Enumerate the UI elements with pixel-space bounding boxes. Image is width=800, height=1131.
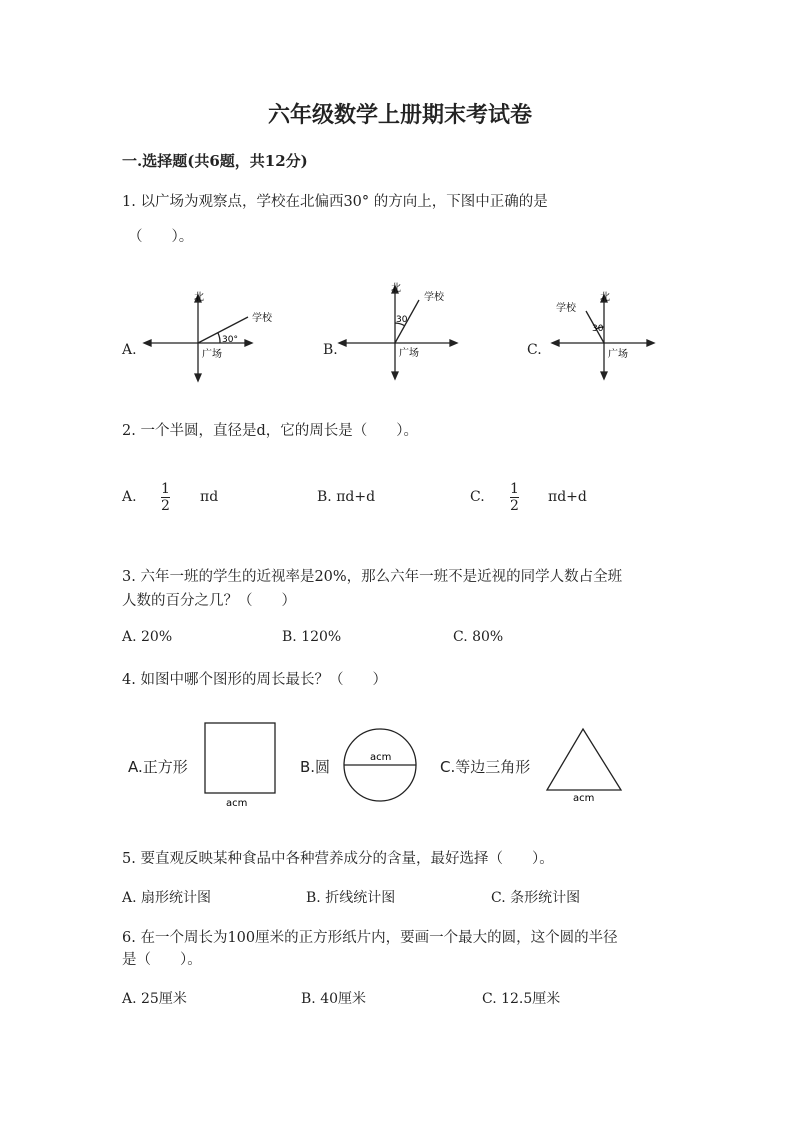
q4-option-c-label[interactable]: C.等边三角形 — [440, 758, 531, 776]
q1c-angle-label: 30 — [592, 324, 604, 334]
q2-option-c-text: πd+d — [548, 489, 587, 505]
q1-diagram-b — [335, 278, 485, 388]
q4-square-label: acm — [226, 798, 248, 809]
question-4-text: 4. 如图中哪个图形的周长最长？（ ） — [122, 672, 387, 688]
q1b-angle-label: 30 — [396, 315, 408, 325]
q6-option-b[interactable]: B. 40厘米 — [301, 991, 367, 1007]
q2-option-b-label[interactable]: B. πd+d — [317, 489, 376, 505]
q5-option-b[interactable]: B. 折线统计图 — [306, 890, 396, 906]
q4-circle-label: acm — [370, 752, 392, 763]
q1a-school-label: 学校 — [252, 313, 272, 324]
question-6-text: 6. 在一个周长为100厘米的正方形纸片内，要画一个最大的圆，这个圆的半径 — [122, 930, 618, 946]
question-1-blank: （ ）。 — [128, 229, 194, 245]
q4-square-figure — [200, 720, 280, 810]
q3-option-c[interactable]: C. 80% — [453, 629, 504, 645]
q4-option-a-label[interactable]: A.正方形 — [128, 758, 188, 776]
q2-option-c-label[interactable]: C. — [470, 489, 485, 505]
question-6-text-line2: 是（ ）。 — [122, 952, 202, 968]
q2-option-a-fraction: $\frac{1}{2}$ — [161, 481, 170, 514]
q1a-square-label: 广场 — [202, 349, 222, 360]
q2-option-a-text: πd — [200, 489, 219, 505]
q1-diagram-a — [140, 285, 290, 385]
q3-option-b[interactable]: B. 120% — [282, 629, 342, 645]
q5-option-c[interactable]: C. 条形统计图 — [491, 890, 581, 906]
q1-option-b-label[interactable]: B. — [323, 342, 338, 358]
question-2-text: 2. 一个半圆，直径是d，它的周长是（ ）。 — [122, 423, 418, 439]
q1-diagram-c — [550, 285, 670, 385]
q3-option-a[interactable]: A. 20% — [122, 629, 173, 645]
q1b-north-label: 北 — [391, 283, 401, 294]
q1a-angle-label: 30° — [222, 335, 238, 345]
q1b-square-label: 广场 — [399, 348, 419, 359]
question-1-text: 1. 以广场为观察点，学校在北偏西30° 的方向上，下图中正确的是 — [122, 194, 548, 210]
q1c-school-label: 学校 — [556, 303, 576, 314]
q1a-north-label: 北 — [194, 292, 204, 303]
page-title: 六年级数学上册期末考试卷 — [267, 102, 532, 128]
q4-circle-figure — [340, 725, 420, 805]
q1b-school-label: 学校 — [424, 292, 444, 303]
q4-triangle-label: acm — [573, 793, 595, 804]
question-3-text-line2: 人数的百分之几？（ ） — [122, 593, 296, 609]
q6-option-c[interactable]: C. 12.5厘米 — [482, 991, 561, 1007]
question-3-text: 3. 六年一班的学生的近视率是20%，那么六年一班不是近视的同学人数占全班 — [122, 569, 623, 585]
section-heading: 一.选择题(共6题，共12分) — [122, 152, 308, 170]
q1-option-a-label[interactable]: A. — [122, 342, 137, 358]
q2-option-a-label[interactable]: A. — [122, 489, 137, 505]
question-5-text: 5. 要直观反映某种食品中各种营养成分的含量，最好选择（ ）。 — [122, 851, 554, 867]
q1c-north-label: 北 — [600, 292, 610, 303]
q5-option-a[interactable]: A. 扇形统计图 — [122, 890, 212, 906]
q4-option-b-label[interactable]: B.圆 — [300, 758, 331, 776]
q4-triangle-figure — [545, 725, 625, 805]
q1-option-c-label[interactable]: C. — [527, 342, 542, 358]
q1c-square-label: 广场 — [608, 349, 628, 360]
q6-option-a[interactable]: A. 25厘米 — [122, 991, 187, 1007]
q2-option-c-fraction: $\frac{1}{2}$ — [510, 481, 519, 514]
